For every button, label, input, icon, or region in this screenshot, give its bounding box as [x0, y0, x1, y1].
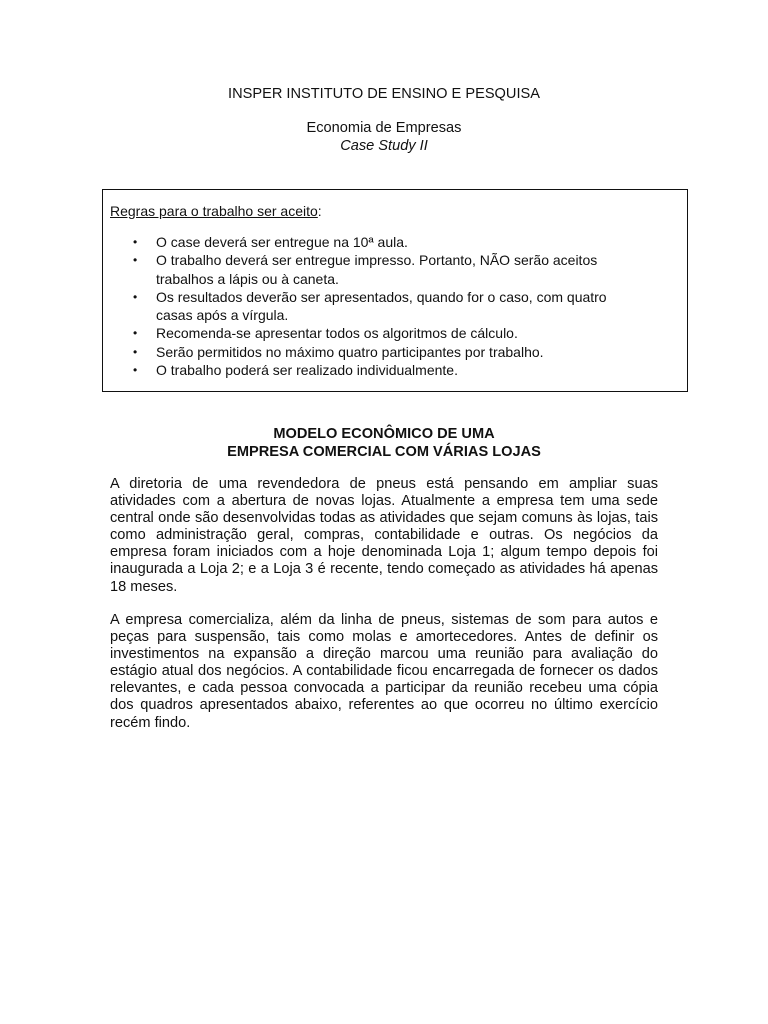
rule-text: O trabalho deverá ser entregue impresso. Portanto, NÃO serão aceitos trabalhos a lápis ou à caneta. [156, 252, 598, 287]
rule-text: O case deverá ser entregue na 10ª aula. [156, 234, 408, 250]
rules-box [102, 189, 688, 392]
rules-title-text: Regras para o trabalho ser aceito [110, 203, 318, 219]
rule-text: Os resultados deverão ser apresentados, quando for o caso, com quatro casas após a vírgula. [156, 288, 607, 324]
rule-item [103, 343, 687, 361]
bullet-icon: • [133, 235, 138, 249]
section-title-line-2: EMPRESA COMERCIAL COM VÁRIAS LOJAS [227, 444, 541, 460]
rule-text: Serão permitidos no máximo quatro participantes por trabalho. [156, 343, 544, 360]
bullet-icon: • [133, 363, 138, 378]
rules-list [103, 233, 687, 379]
course-name: Economia de Empresas [306, 120, 462, 136]
bullet-icon: • [133, 344, 138, 359]
document-header [0, 85, 768, 155]
rule-item [103, 361, 687, 379]
rule-item [103, 324, 687, 342]
rule-text: Recomenda-se apresentar todos os algoritmos de cálculo. [156, 325, 518, 342]
body-paragraph: A diretoria de uma revendedora de pneus está pensando em ampliar suas atividades com a abertura de novas lojas. Atualmente a empresa tem uma sede central onde são desenvolvidas todas as atividades que sejam comuns às lojas, tais como administração geral, compras, contabilidade e outras. Os negócios da empresa foram iniciados com a hoje denominada Loja 1; algum tempo depois foi inaugurada a Loja 2; e a Loja 3 é recente, tendo começado as atividades há apenas 18 meses. [110, 476, 658, 595]
rules-title [110, 202, 322, 220]
body-paragraph: A empresa comercializa, além da linha de pneus, sistemas de som para autos e peças para suspensão, tais como molas e amortecedores. Antes de definir os investimentos na expansão a direção marcou uma reunião para avaliação do estágio atual dos negócios. A contabilidade ficou encarregada de fornecer os dados relevantes, e cada pessoa convocada a participar da reunião recebeu uma cópia dos quadros apresentados abaixo, referentes ao que ocorreu no último exercício recém findo. [110, 612, 658, 731]
rule-item [103, 233, 687, 251]
institution-name: INSPER INSTITUTO DE ENSINO E PESQUISA [228, 86, 540, 102]
section-title [0, 425, 768, 461]
rules-title-colon: : [317, 203, 322, 219]
bullet-icon: • [133, 289, 138, 304]
section-title-line-1: MODELO ECONÔMICO DE UMA [273, 426, 495, 442]
rule-item [103, 288, 687, 325]
case-title: Case Study II [340, 138, 428, 154]
bullet-icon: • [133, 253, 138, 268]
rule-text: O trabalho poderá ser realizado individualmente. [156, 362, 458, 379]
rule-item [103, 251, 687, 288]
bullet-icon: • [133, 326, 138, 341]
